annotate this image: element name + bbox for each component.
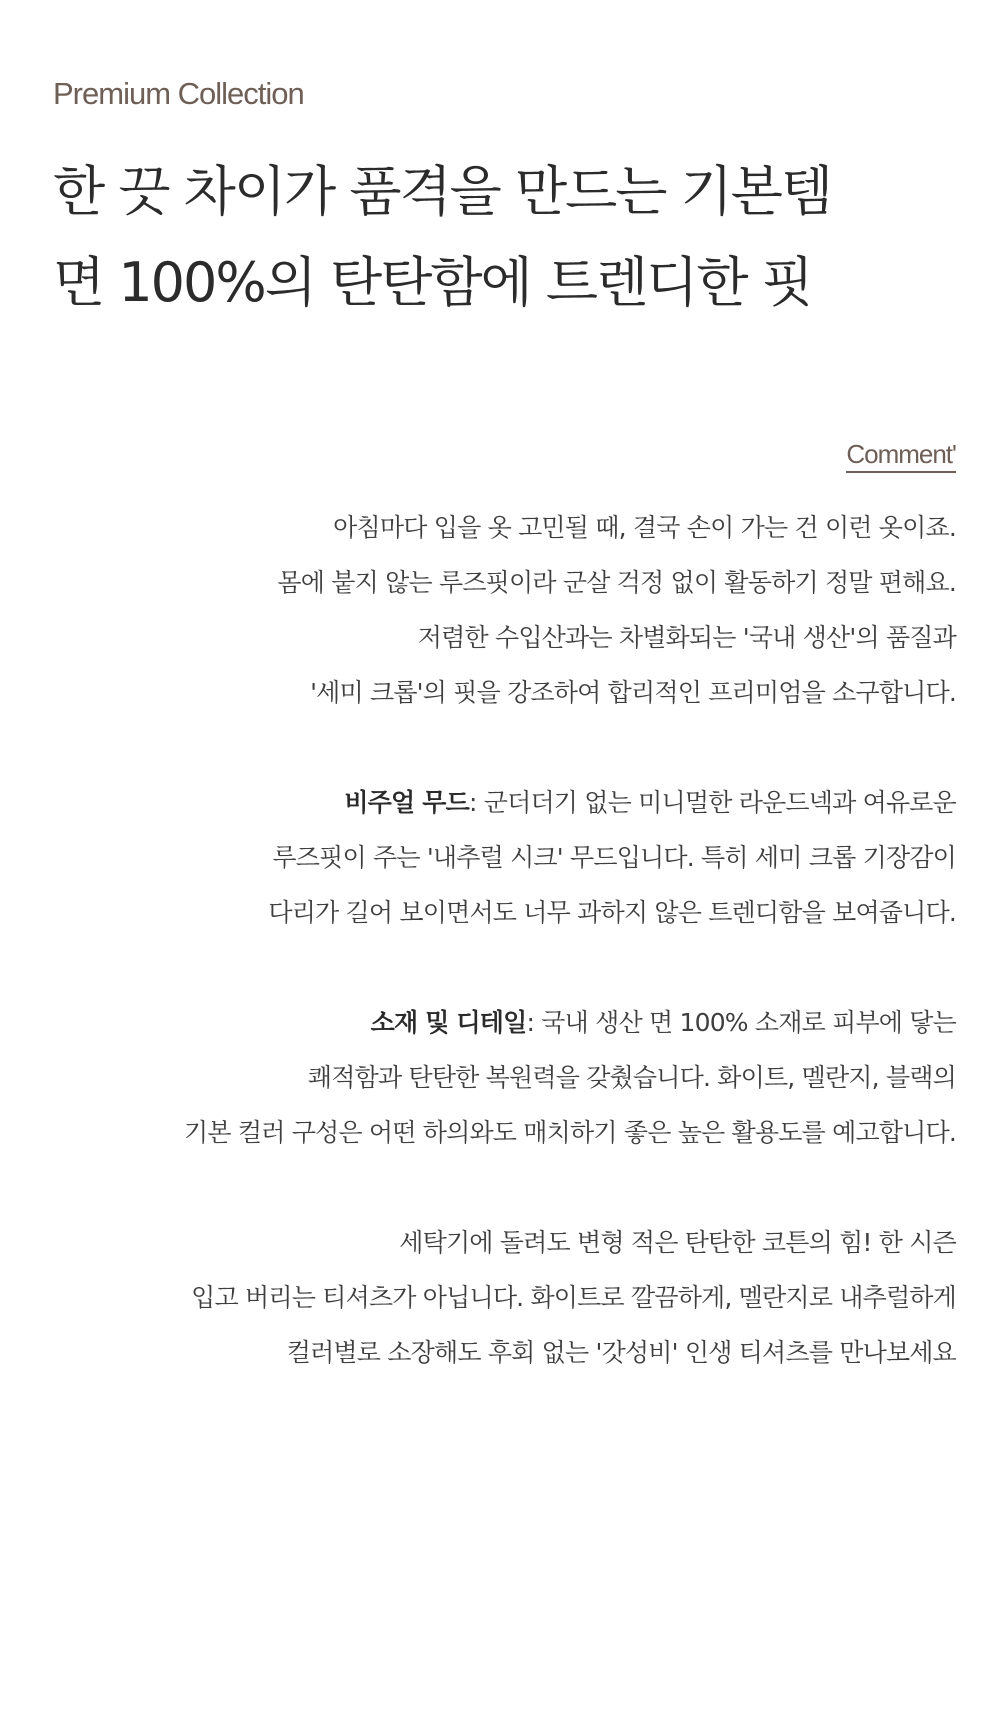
visual-mood-line-3: 다리가 길어 보이면서도 너무 과하지 않은 트렌디함을 보여줍니다. [268, 898, 956, 927]
headline-line-2: 면 100%의 탄탄함에 트렌디한 핏 [53, 251, 812, 314]
intro-line-1: 아침마다 입을 옷 고민될 때, 결국 손이 가는 건 이런 옷이죠. [333, 513, 956, 542]
comment-label: Comment' [846, 438, 956, 473]
material-heading: 소재 및 디테일 [370, 1008, 527, 1037]
visual-mood-paragraph [36, 775, 956, 940]
intro-paragraph [36, 500, 956, 720]
material-line-1 [36, 995, 956, 1050]
headline-line-1: 한 끗 차이가 품격을 만드는 기본템 [53, 160, 832, 223]
collection-eyebrow: Premium Collection [53, 76, 304, 111]
visual-mood-line-1 [36, 775, 956, 830]
closing-line-2: 입고 버리는 티셔츠가 아닙니다. 화이트로 깔끔하게, 멜란지로 내추럴하게 [191, 1283, 956, 1312]
visual-mood-heading: 비주얼 무드 [344, 788, 469, 817]
visual-mood-line-2: 루즈핏이 주는 '내추럴 시크' 무드입니다. 특히 세미 크롭 기장감이 [272, 843, 956, 872]
closing-line-1: 세탁기에 돌려도 변형 적은 탄탄한 코튼의 힘! 한 시즌 [399, 1228, 956, 1257]
visual-mood-line-1-text: : 군더더기 없는 미니멀한 라운드넥과 여유로운 [468, 788, 956, 817]
intro-line-4: '세미 크롭'의 핏을 강조하여 합리적인 프리미엄을 소구합니다. [310, 678, 956, 707]
intro-line-3: 저렴한 수입산과는 차별화되는 '국내 생산'의 품질과 [417, 623, 956, 652]
material-line-1-text: : 국내 생산 면 100% 소재로 피부에 닿는 [526, 1008, 956, 1037]
material-line-3: 기본 컬러 구성은 어떤 하의와도 매치하기 좋은 높은 활용도를 예고합니다. [184, 1118, 956, 1147]
intro-line-2: 몸에 붙지 않는 루즈핏이라 군살 걱정 없이 활동하기 정말 편해요. [277, 568, 956, 597]
comment-body [36, 500, 956, 1380]
material-paragraph [36, 995, 956, 1160]
closing-paragraph [36, 1215, 956, 1380]
page-headline [53, 146, 831, 328]
closing-line-3: 컬러별로 소장해도 후회 없는 '갓성비' 인생 티셔츠를 만나보세요 [286, 1338, 956, 1367]
material-line-2: 쾌적함과 탄탄한 복원력을 갖췄습니다. 화이트, 멜란지, 블랙의 [307, 1063, 956, 1092]
